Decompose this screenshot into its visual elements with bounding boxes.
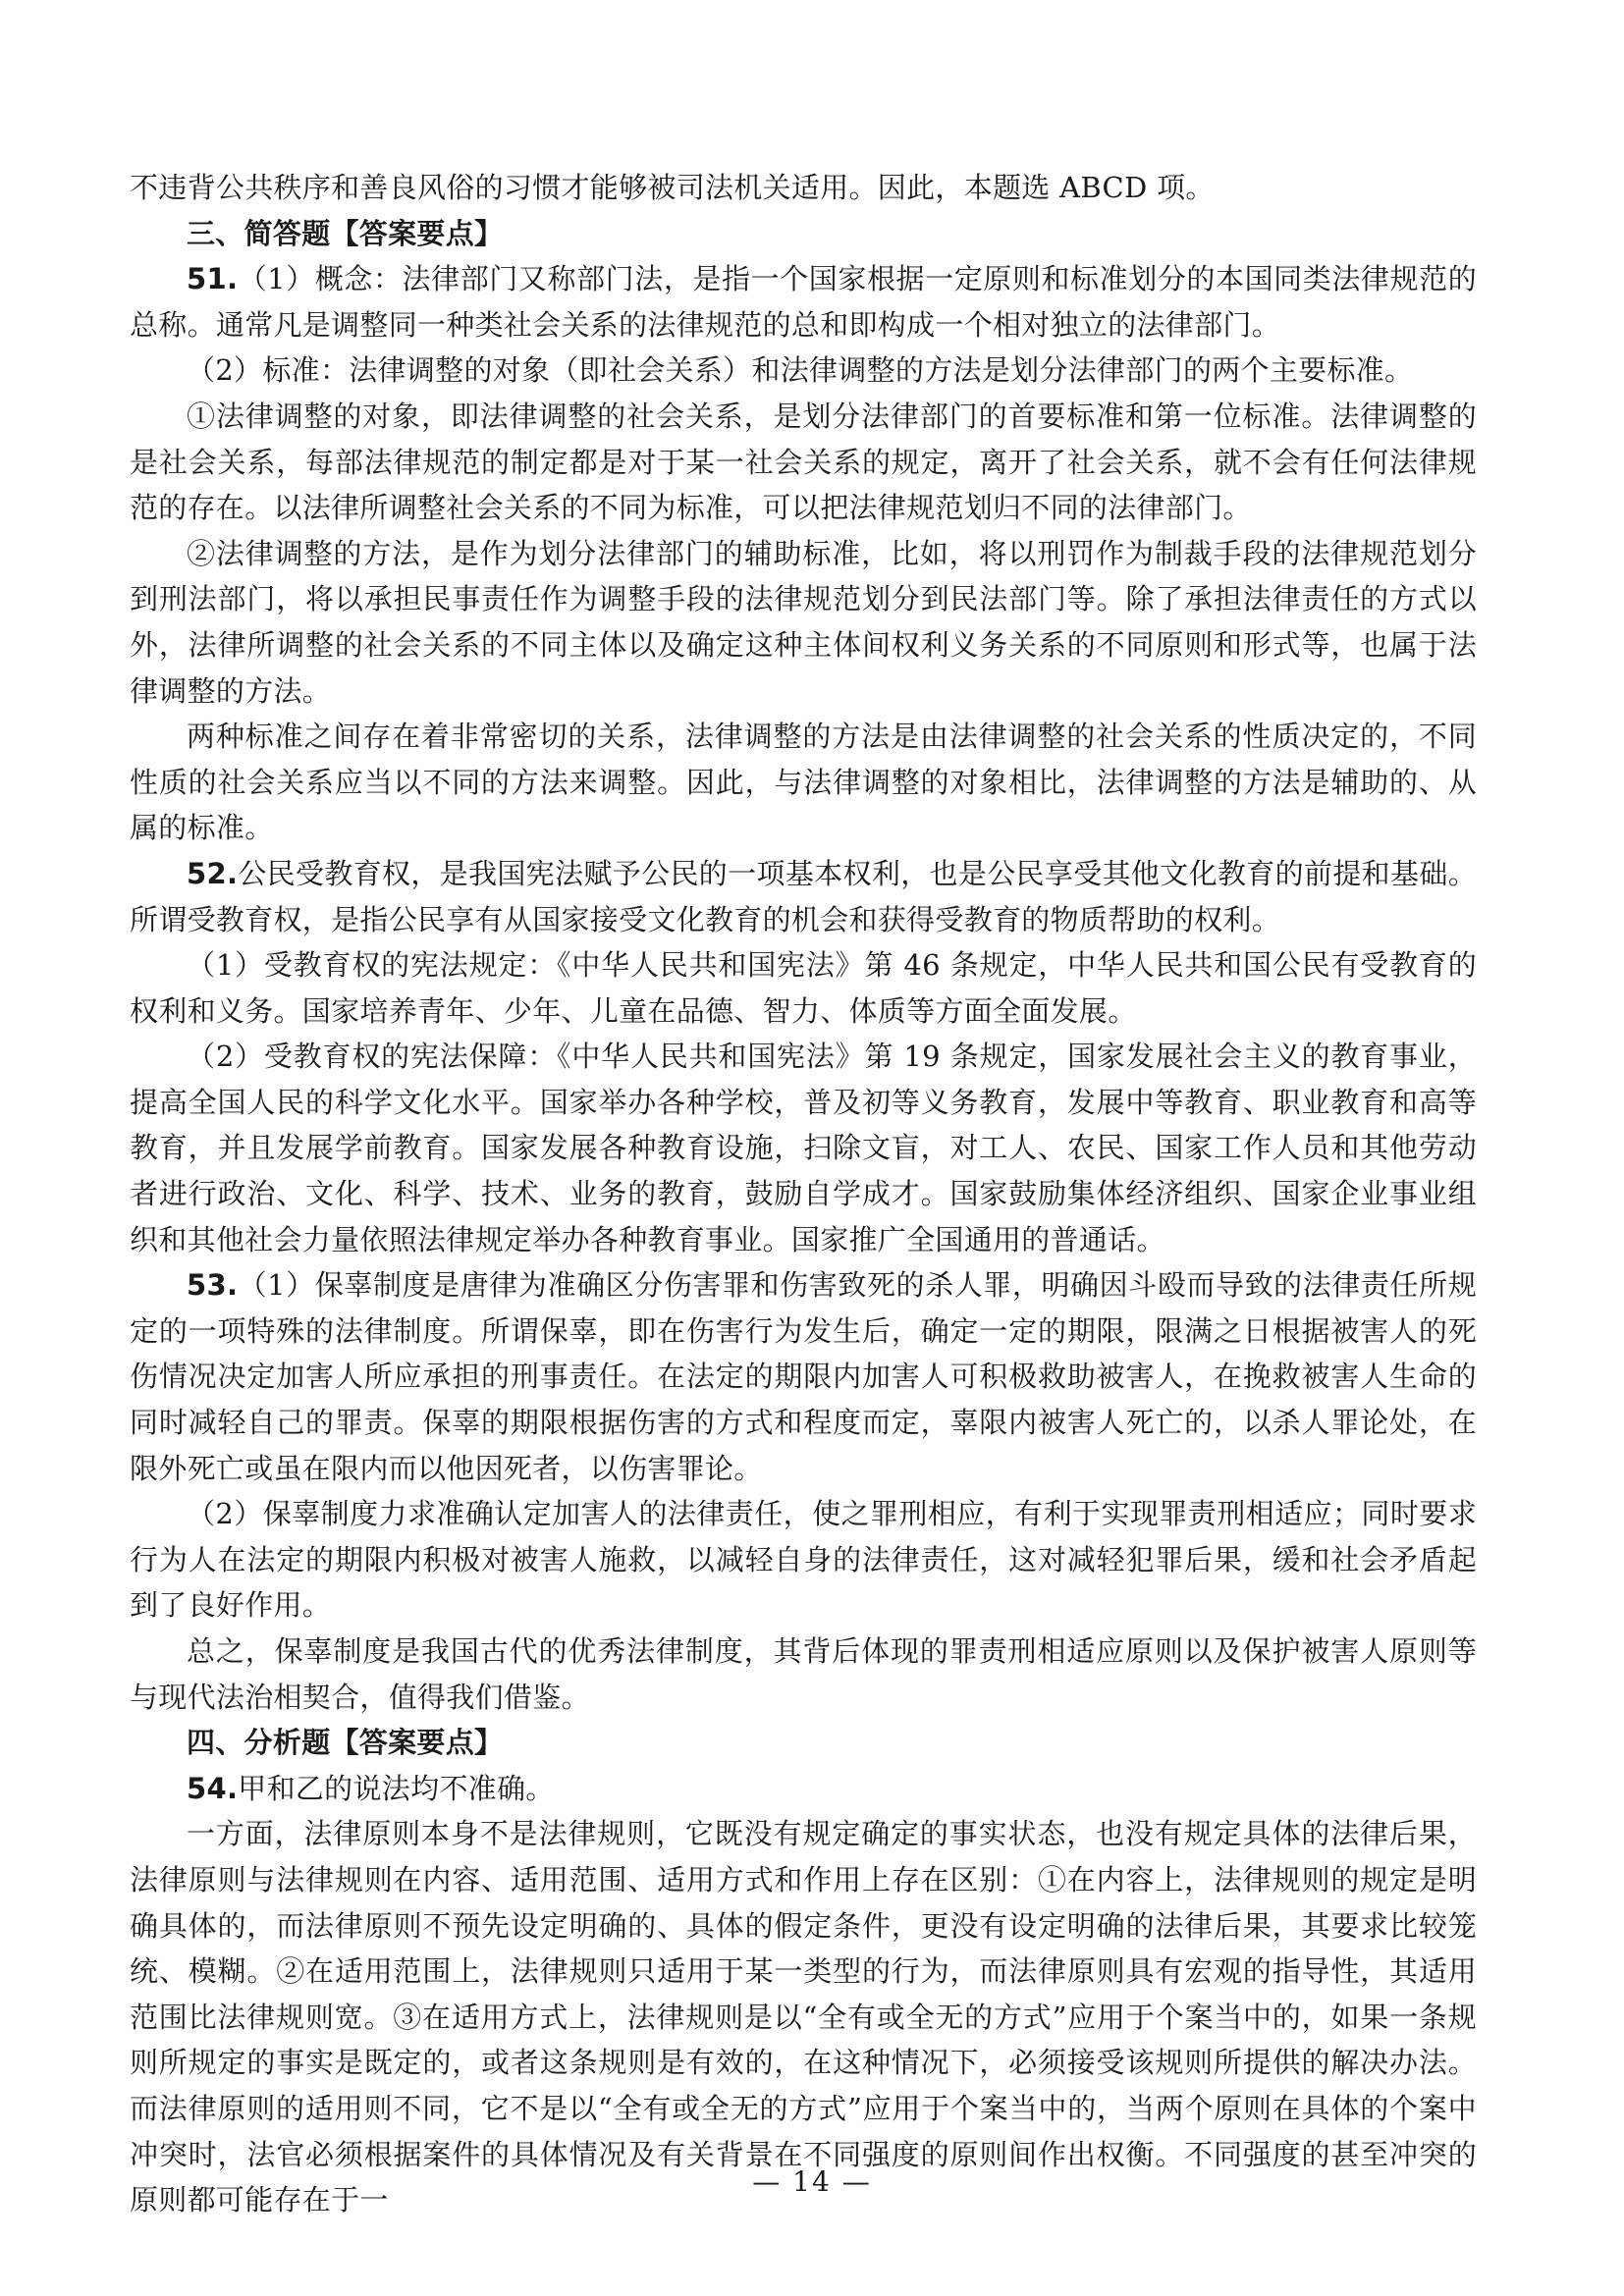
question-52: [130, 851, 1477, 942]
question-number: 53.: [187, 1268, 239, 1303]
paragraph-continuation: 不违背公共秩序和善良风俗的习惯才能够被司法机关适用。因此，本题选 ABCD 项。: [130, 171, 1215, 204]
paragraph: （2）受教育权的宪法保障：《中华人民共和国宪法》第 19 条规定，国家发展社会主义的教育事业，提高全国人民的科学文化水平。国家举办各种学校，普及初等义务教育，发展中等教育、职业教育和高等教育，并且发展学前教育。国家发展各种教育设施，扫除文盲，对工人、农民、国家工作人员和其他劳动者进行政治、文化、科学、技术、业务的教育，鼓励自学成才。国家鼓励集体经济组织、国家企业事业组织和其他社会力量依照法律规定举办各种教育事业。国家推广全国通用的普通话。: [130, 1040, 1477, 1256]
question-text: 甲和乙的说法均不准确。: [238, 1771, 555, 1805]
question-text: （1）保辜制度是唐律为准确区分伤害罪和伤害致死的杀人罪，明确因斗殴而导致的法律责任所规定的一项特殊的法律制度。所谓保辜，即在伤害行为发生后，确定一定的期限，限满之日根据被害人的死伤情况决定加害人所应承担的刑事责任。在法定的期限内加害人可积极救助被害人，在挽救被害人生命的同时减轻自己的罪责。保辜的期限根据伤害的方式和程度而定，辜限内被害人死亡的，以杀人罪论处，在限外死亡或虽在限内而以他因死者，以伤害罪论。: [130, 1268, 1477, 1485]
question-number: 54.: [187, 1771, 239, 1805]
paragraph: （2）标准：法律调整的对象（即社会关系）和法律调整的方法是划分法律部门的两个主要标准。: [187, 353, 1414, 388]
question-number: 52.: [187, 856, 239, 890]
question-51: [130, 256, 1477, 347]
paragraph: （2）保辜制度力求准确认定加害人的法律责任，使之罪刑相应，有利于实现罪责刑相适应；同时要求行为人在法定的期限内积极对被害人施救，以减轻自身的法律责任，这对减轻犯罪后果，缓和社会矛盾起到了良好作用。: [130, 1497, 1477, 1623]
paragraph: 总之，保辜制度是我国古代的优秀法律制度，其背后体现的罪责刑相适应原则以及保护被害人原则等与现代法治相契合，值得我们借鉴。: [130, 1634, 1477, 1714]
question-text: （1）概念：法律部门又称部门法，是指一个国家根据一定原则和标准划分的本国同类法律规范的总称。通常凡是调整同一种类社会关系的法律规范的总和即构成一个相对独立的法律部门。: [130, 262, 1477, 342]
section-heading-analysis: 四、分析题【答案要点】: [187, 1726, 504, 1760]
page-number: — 14 —: [752, 2165, 872, 2198]
paragraph: 两种标准之间存在着非常密切的关系，法律调整的方法是由法律调整的社会关系的性质决定的，不同性质的社会关系应当以不同的方法来调整。因此，与法律调整的对象相比，法律调整的方法是辅助的、从属的标准。: [130, 720, 1477, 845]
page-content: [130, 165, 1477, 2223]
question-text: 公民受教育权，是我国宪法赋予公民的一项基本权利，也是公民享受其他文化教育的前提和基础。所谓受教育权，是指公民享有从国家接受文化教育的机会和获得受教育的物质帮助的权利。: [130, 856, 1477, 936]
paragraph: 一方面，法律原则本身不是法律规则，它既没有规定确定的事实状态，也没有规定具体的法律后果，法律原则与法律规则在内容、适用范围、适用方式和作用上存在区别：①在内容上，法律规则的规定是明确具体的，而法律原则不预先设定明确的、具体的假定条件，更没有设定明确的法律后果，其要求比较笼统、模糊。②在适用范围上，法律规则只适用于某一类型的行为，而法律原则具有宏观的指导性，其适用范围比法律规则宽。③在适用方式上，法律规则是以“全有或全无的方式”应用于个案当中的，如果一条规则所规定的事实是既定的，或者这条规则是有效的，在这种情况下，必须接受该规则所提供的解决办法。而法律原则的适用则不同，它不是以“全有或全无的方式”应用于个案当中的，当两个原则在具体的个案中冲突时，法官必须根据案件的具体情况及有关背景在不同强度的原则间作出权衡。不同强度的甚至冲突的原则都可能存在于一: [130, 1817, 1477, 2217]
question-number: 51.: [187, 262, 239, 296]
question-54: [130, 1766, 1477, 1812]
paragraph: （1）受教育权的宪法规定：《中华人民共和国宪法》第 46 条规定，中华人民共和国公民有受教育的权利和义务。国家培养青年、少年、儿童在品德、智力、体质等方面全面发展。: [130, 948, 1477, 1028]
question-53: [130, 1262, 1477, 1491]
section-heading-short-answer: 三、简答题【答案要点】: [187, 216, 504, 250]
paragraph: ②法律调整的方法，是作为划分法律部门的辅助标准，比如，将以刑罚作为制裁手段的法律规范划分到刑法部门，将以承担民事责任作为调整手段的法律规范划分到民法部门等。除了承担法律责任的方式以外，法律所调整的社会关系的不同主体以及确定这种主体间权利义务关系的不同原则和形式等，也属于法律调整的方法。: [130, 536, 1477, 708]
paragraph: ①法律调整的对象，即法律调整的社会关系，是划分法律部门的首要标准和第一位标准。法律调整的是社会关系，每部法律规范的制定都是对于某一社会关系的规定，离开了社会关系，就不会有任何法律规范的存在。以法律所调整社会关系的不同为标准，可以把法律规范划归不同的法律部门。: [130, 399, 1477, 525]
